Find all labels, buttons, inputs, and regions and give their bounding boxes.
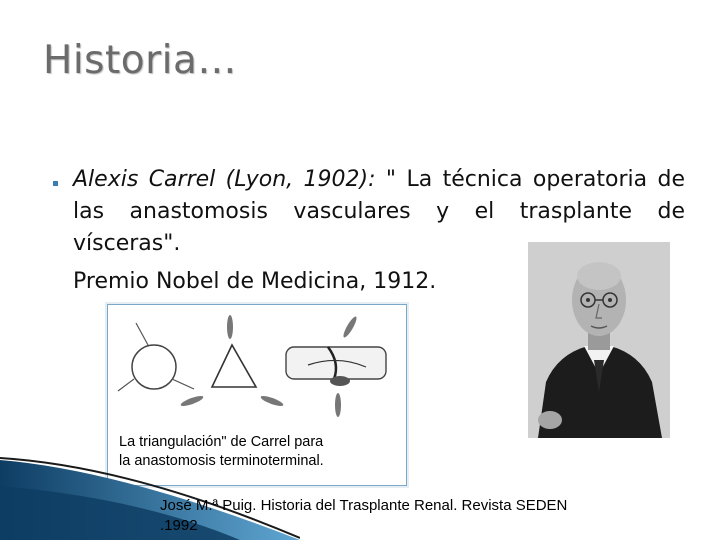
reference-line-2: .1992 — [160, 517, 198, 534]
portrait-drawing — [528, 242, 670, 438]
anastomosis-diagram — [108, 305, 406, 435]
author-name: Alexis Carrel (Lyon, 1902): — [73, 167, 376, 192]
slide-title: Historia… — [43, 38, 237, 83]
caption-line-2: la anastomosis terminoterminal. — [119, 453, 324, 469]
portrait-photo — [528, 242, 670, 438]
quote-text: " La técnica operatoria de las anastomosis vasculares y el trasplante de vísceras". — [73, 167, 685, 256]
square-bullet-icon — [53, 181, 58, 186]
reference-line-1: José M.ª Puig. Historia del Trasplante Renal. Revista SEDEN — [160, 497, 568, 514]
nobel-prize-line: Premio Nobel de Medicina, 1912. — [73, 269, 437, 294]
caption-line-1: La triangulación" de Carrel para — [119, 434, 324, 450]
reference-citation — [160, 496, 680, 536]
